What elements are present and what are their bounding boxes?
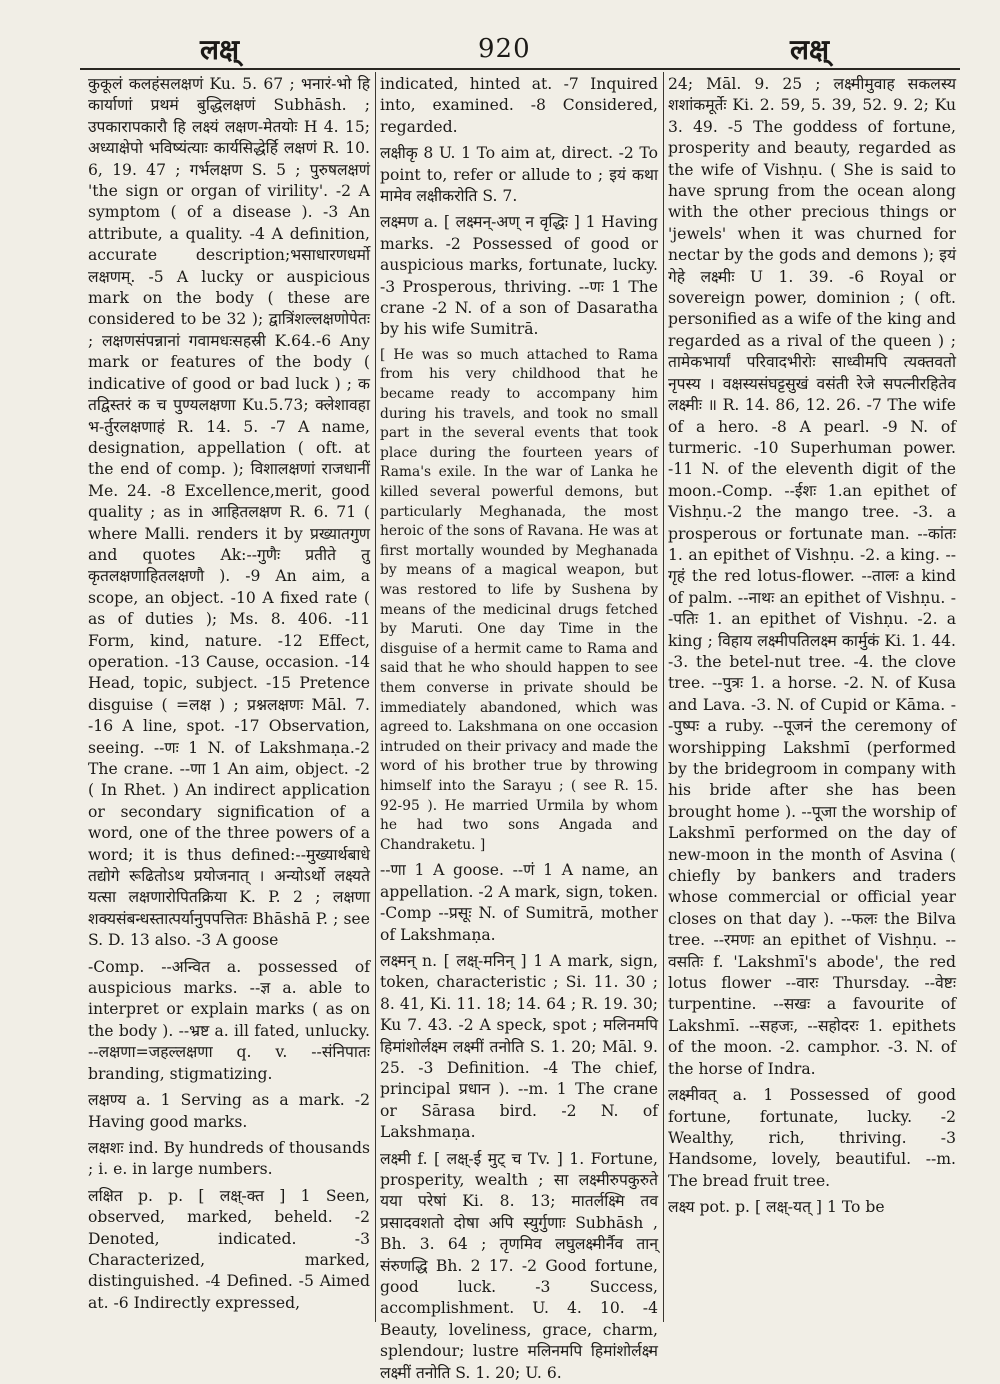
right-running-headword: लक्ष् — [790, 33, 830, 66]
entry-text: लक्ष्य pot. p. [ लक्ष्-यत् ] 1 To be — [668, 1198, 885, 1217]
column-divider-2 — [663, 72, 664, 1322]
entry-text: लक्षीकृ 8 U. 1 To aim at, direct. -2 To point to, refer or allude to ; इयं कथा मामेव लक्षीकरोति S. 7. — [380, 144, 658, 206]
column-right — [668, 74, 956, 1364]
entry-text: -Comp. --अन्वित a. possessed of auspicious marks. --ज्ञ a. able to interpret or explain marks ( as on the body ). --भ्रष्ट a. ill fated, unlucky. --लक्षणा=जहल्लक्षणा q. v. --संनिपातः branding, stigmatizing. — [88, 957, 370, 1083]
header-rule — [80, 68, 960, 70]
lakshmana-note: [ He was so much attached to Rama from his very childhood that he became ready to accompany him during his travels, and took no small part in the several events that took place during the fourteen years of Rama's exile. In the war of Lanka he killed several powerful demons, but particularly Meghanada, the most heroic of the sons of Ravana. He was at first mortally wounded by Meghanada by means of a magical weapon, but was restored to life by Sushena by means of the medicinal drugs fetched by Maruti. One day Time in the disguise of a hermit came to Rama and said that he who should happen to see them converse in private should be immediately abandoned, which was agreed to. Lakshmana on one occasion intruded on their privacy and made the word of his brother true by throwing himself into the Sarayu ; ( see R. 15. 92-95 ). He married Urmila by whom he had two sons Angada and Chandraketu. ] — [380, 346, 658, 853]
entry-text: कुकूलं कलहंसलक्षणं Ku. 5. 67 ; भनारं-भो हि कार्याणां प्रथमं बुद्धिलक्षणं Subhāsh. ; उपकारापकारौ हि लक्ष्यं लक्षण-मेतयोः H 4. 15; अध्याक्षेपो भविष्यंत्याः कार्यसिद्धेर्हि लक्षणं R. 10. 6, 19. 47 ; गर्भलक्षण S. 5 ; पुरुषलक्षणं 'the sign or organ of virility'. -2 A symptom ( of a disease ). -3 An attribute, a quality. -4 A definition, accurate description;भसाधारणधर्मो लक्षणम्. -5 A lucky or auspicious mark on the body ( these are considered to be 32 ); द्वात्रिंशल्लक्षणोपेतः ; लक्षणसंपन्नानां गवामधःसहस्री K.64.-6 Any mark or features of the body ( indicative of good or bad luck ) ; क तद्विस्तरं क च पुण्यलक्षणा Ku.5.73; क्लेशावहा भ-र्तुरलक्षणाहं R. 14. 5. -7 A name, designation, appellation ( oft. at the end of comp. ); विशालक्षणां राजधानीं Me. 24. -8 Excellence,merit, good quality ; as in आहितलक्षण R. 6. 71 ( where Malli. renders it by प्रख्यातगुण and quotes Ak:--गुणैः प्रतीते तु कृतलक्षणाहितलक्षणौ ). -9 An aim, a scope, an object. -10 A fixed rate ( as of duties ); Ms. 8. 406. -11 Form, kind, nature. -12 Effect, operation. -13 Cause, occasion. -14 Head, topic, subject. -15 Pretence disguise ( =लक्ष ) ; प्रश्नलक्षणः Māl. 7. -16 A line, spot. -17 Observation, seeing. --णः 1 N. of Lakshmaṇa.-2 The crane. --णा 1 An aim, object. -2 ( In Rhet. ) An indirect application or secondary signification of a word, one of the three powers of a word; it is thus defined:--मुख्यार्थबाधे तद्योगे रूढितोऽथ प्रयोजनात् । अन्योऽर्थो लक्ष्यते यत्सा लक्षणारोपितक्रिया K. P. 2 ; लक्षणा शक्यसंबन्धस्तात्पर्यानुपपत्तितः Bhāshā P. ; see S. D. 13 also. -3 A goose — [88, 75, 370, 950]
column-divider-1 — [375, 72, 376, 1322]
column-middle — [380, 74, 658, 1382]
entry-text: 24; Māl. 9. 25 ; लक्ष्मीमुवाह सकलस्य शशांकमूर्तेः Ki. 2. 59, 5. 39, 52. 9. 2; Ku 3. 49. -5 The goddess of fortune, prosperity and beauty, regarded as the wife of Vishṇu. ( She is said to have sprung from the ocean along with the other precious things or 'jewels' when it was churned for nectar by the gods and demons ); इयं गेहे लक्ष्मीः U 1. 39. -6 Royal or sovereign power, dominion ; ( oft. personified as a wife of the king and regarded as a rival of the queen ) ; तामेकभार्यां परिवादभीरोः साध्वीमपि त्यक्तवतो नृपस्य । वक्षस्यसंघट्टसुखं वसंती रेजे सपत्नीरहितेव लक्ष्मीः ॥ R. 14. 86, 12. 26. -7 The wife of a hero. -8 A pearl. -9 N. of turmeric. -10 Superhuman power. -11 N. of the eleventh digit of the moon.-Comp. --ईशः 1.an epithet of Vishṇu.-2 the mango tree. -3. a prosperous or fortunate man. --कांतः 1. an epithet of Vishṇu. -2. a king. --गृहं the red lotus-flower. --तालः a kind of palm. --नाथः an epithet of Vishṇu. --पतिः 1. an epithet of Vishṇu. -2. a king ; विहाय लक्ष्मीपतिलक्ष्म कार्मुकं Ki. 1. 44. -3. the betel-nut tree. -4. the clove tree. --पुत्रः 1. a horse. -2. N. of Kusa and Lava. -3. N. of Cupid or Kāma. --पुष्पः a ruby. --पूजनं the ceremony of worshipping Lakshmī (performed by the bridegroom in company with his bride after she has been brought home ). --पूजा the worship of Lakshmī performed on the day of new-moon in the month of Asvina ( chiefly by bankers and traders whose commercial or official year closes on that day ). --फलः the Bilva tree. --रमणः an epithet of Vishṇu. --वसतिः f. 'Lakshmī's abode', the red lotus flower --वारः Thursday. --वेष्टः turpentine. --सखः a favourite of Lakshmī. --सहजः, --सहोदरः 1. epithets of the moon. -2. camphor. -3. N. of the horse of Indra. — [668, 75, 956, 1078]
entry-text: लक्षशः ind. By hundreds of thousands ; i. e. in large numbers. — [88, 1138, 370, 1179]
page-number: 920 — [478, 34, 531, 64]
column-left — [88, 74, 370, 1364]
entry-text: indicated, hinted at. -7 Inquired into, examined. -8 Considered, regarded. — [380, 75, 658, 136]
entry-text: लक्ष्मण a. [ लक्ष्मन्-अण् न वृद्धिः ] 1 Having marks. -2 Possessed of good or auspicious marks, fortunate, lucky. -3 Prosperous, thriving. --णः 1 The crane -2 N. of a son of Dasaratha by his wife Sumitrā. — [380, 213, 658, 339]
entry-text: लक्षित p. p. [ लक्ष्-क्त ] 1 Seen, observed, marked, beheld. -2 Denoted, indicated. -3 Characterized, marked, distinguished. -4 Defined. -5 Aimed at. -6 Indirectly expressed, — [88, 1186, 370, 1312]
left-running-headword: लक्ष् — [200, 33, 240, 66]
entry-text: लक्ष्मीवत् a. 1 Possessed of good fortune, fortunate, lucky. -2 Wealthy, rich, thriving. -3 Handsome, lovely, beautiful. --m. The bread fruit tree. — [668, 1086, 956, 1190]
entry-text: लक्ष्मी f. [ लक्ष्-ई मुट् च Tv. ] 1. Fortune, prosperity, wealth ; सा लक्ष्मीरुपकुरुते यया परेषां Ki. 8. 13; मातर्लक्ष्मि तव प्रसादवशतो दोषा अपि स्युर्गुणाः Subhāsh , Bh. 3. 64 ; तृणमिव लघुलक्ष्मीर्नैव तान् संरुणद्धि Bh. 2 17. -2 Good fortune, good luck. -3 Success, accomplishment. U. 4. 10. -4 Beauty, loveliness, grace, charm, splendour; lustre मलिनमपि हिमांशोर्लक्ष्म लक्ष्मीं तनोति S. 1. 20; U. 6. — [380, 1149, 658, 1382]
entry-text: लक्षण्य a. 1 Serving as a mark. -2 Having good marks. — [88, 1091, 370, 1131]
entry-text: लक्ष्मन् n. [ लक्ष्-मनिन् ] 1 A mark, sign, token, characteristic ; Si. 11. 30 ; 8. 41, Ki. 11. 18; 14. 64 ; R. 19. 30; Ku 7. 43. -2 A speck, spot ; मलिनमपि हिमांशोर्लक्ष्म लक्ष्मीं तनोति S. 1. 20; Māl. 9. 25. -3 Definition. -4 The chief, principal प्रधान ). --m. 1 The crane or Sārasa bird. -2 N. of Lakshmaṇa. — [380, 951, 658, 1142]
entry-text: --णा 1 A goose. --णं 1 A name, an appellation. -2 A mark, sign, token. -Comp --प्रसूः N. of Sumitrā, mother of Lakshmaṇa. — [380, 861, 658, 944]
